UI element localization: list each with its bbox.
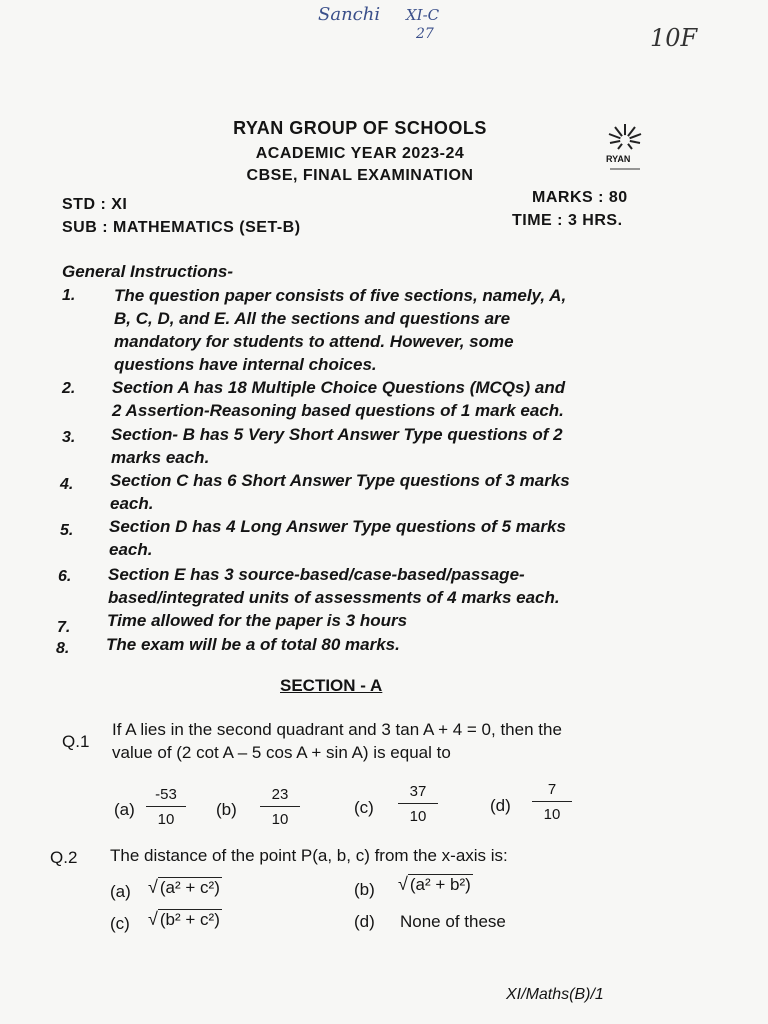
section-title: SECTION - A	[280, 676, 383, 695]
page-footer: XI/Maths(B)/1	[506, 986, 604, 1003]
option-label: (d)	[490, 796, 511, 815]
instruction-number: 5.	[60, 522, 74, 539]
option-value: √ (a² + b²)	[398, 874, 471, 894]
handwritten-name: Sanchi	[318, 4, 381, 25]
instruction-number: 1.	[62, 287, 76, 304]
option-value: √ (b² + c²)	[148, 909, 220, 929]
option-label: (a)	[114, 800, 135, 819]
instruction-item: Section D has 4 Long Answer Type questions of 5 marks each.	[109, 517, 566, 559]
marks-label: MARKS : 80	[532, 189, 628, 206]
option-label: (a)	[110, 882, 131, 901]
instruction-item: The exam will be a of total 80 marks.	[106, 635, 400, 654]
academic-year: ACADEMIC YEAR 2023-24	[255, 145, 465, 162]
instructions-heading: General Instructions-	[62, 262, 233, 281]
std-label: STD : XI	[62, 196, 128, 213]
instruction-item: Section- B has 5 Very Short Answer Type questions of 2 marks each.	[111, 425, 563, 467]
instruction-number: 4.	[60, 476, 74, 493]
instruction-item: Time allowed for the paper is 3 hours	[107, 611, 408, 630]
instruction-number: 3.	[62, 429, 76, 446]
option-label: (d)	[354, 912, 375, 931]
sun-logo-icon	[598, 118, 652, 176]
question-text: If A lies in the second quadrant and 3 tan A + 4 = 0, then the value of (2 cot A – 5 cos A + sin A) is equal to	[112, 720, 562, 762]
logo-text: RYAN	[606, 154, 631, 164]
instruction-item: Section C has 6 Short Answer Type questions of 3 marks each.	[110, 471, 570, 513]
instruction-number: 6.	[58, 568, 72, 585]
option-fraction: $\frac{7}{10}$	[532, 781, 572, 823]
time-label: TIME : 3 HRS.	[512, 212, 623, 229]
exam-title: CBSE, FINAL EXAMINATION	[246, 167, 474, 184]
question-number: Q.1	[62, 732, 90, 751]
option-label: (b)	[354, 880, 375, 899]
handwritten-class: XI-C	[406, 6, 440, 24]
option-label: (c)	[354, 798, 374, 817]
school-logo	[598, 118, 652, 176]
question-number: Q.2	[50, 848, 78, 867]
instruction-number: 7.	[57, 619, 71, 636]
option-label: (b)	[216, 800, 237, 819]
subject-label: SUB : MATHEMATICS (SET-B)	[62, 219, 301, 236]
option-fraction: $\frac{37}{10}$	[398, 783, 438, 825]
instruction-number: 2.	[62, 380, 76, 397]
instruction-item: The question paper consists of five sections, namely, A, B, C, D, and E. All the sections and questions are mandatory for students to attend. However, some questions have internal choices.	[114, 286, 567, 374]
option-value: √ (a² + c²)	[148, 877, 220, 897]
instruction-item: Section E has 3 source-based/case-based/passage- based/integrated units of assessments of 4 marks each.	[108, 565, 560, 607]
instruction-number: 8.	[56, 640, 70, 657]
instruction-item: Section A has 18 Multiple Choice Questions (MCQs) and 2 Assertion-Reasoning based questions of 1 mark each.	[112, 378, 566, 420]
option-fraction: $\frac{23}{10}$	[260, 786, 300, 828]
school-name: RYAN GROUP OF SCHOOLS	[233, 118, 487, 138]
handwritten-roll: 27	[416, 26, 434, 42]
option-fraction: $\frac{-53}{10}$	[146, 786, 186, 828]
handwritten-score: 10F	[650, 24, 698, 52]
question-text: The distance of the point P(a, b, c) from the x-axis is:	[110, 846, 508, 865]
option-value: None of these	[400, 912, 506, 931]
option-label: (c)	[110, 914, 130, 933]
